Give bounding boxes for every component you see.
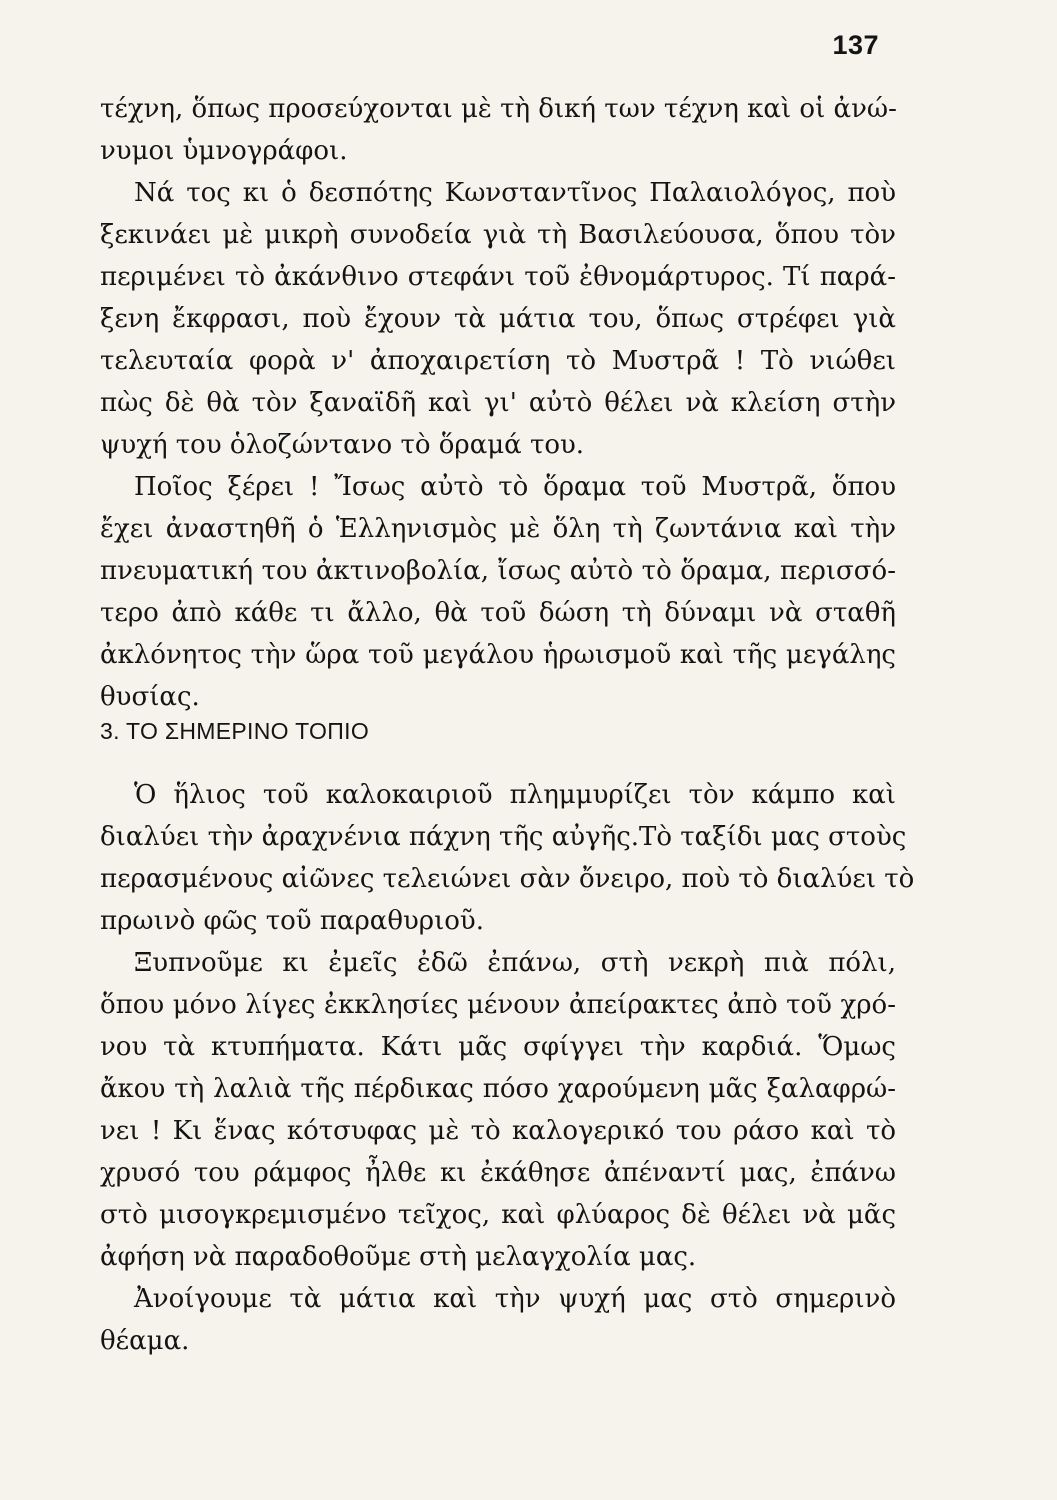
text-line: στὸ μισογκρεμισμένο τεῖχος, καὶ φλύαρος δὲ θέλει νὰ μᾶς — [100, 1200, 896, 1230]
text-line: Ξυπνοῦμε κι ἐμεῖς ἐδῶ ἐπάνω, στὴ νεκρὴ πιὰ πόλι, — [134, 948, 896, 978]
text-block-2 — [100, 774, 915, 1362]
text-line: ξενη ἔκφρασι, ποὺ ἔχουν τὰ μάτια του, ὅπως στρέφει γιὰ — [100, 304, 896, 334]
text-line: περιμένει τὸ ἀκάνθινο στεφάνι τοῦ ἐθνομάρτυρος. Τί παρά- — [100, 262, 896, 292]
text-line: Ὁ ἥλιος τοῦ καλοκαιριοῦ πλημμυρίζει τὸν κάμπο καὶ — [134, 780, 896, 810]
text-block-1 — [100, 88, 896, 718]
page-number: 137 — [832, 30, 879, 60]
text-line: νει ! Κι ἕνας κότσυφας μὲ τὸ καλογερικό του ράσο καὶ τὸ — [100, 1116, 896, 1146]
text-line: Ποῖος ξέρει ! Ἴσως αὐτὸ τὸ ὅραμα τοῦ Μυστρᾶ, ὅπου — [134, 472, 896, 502]
text-line: περασμένους αἰῶνες τελειώνει σὰν ὄνειρο, ποὺ τὸ διαλύει τὸ — [100, 864, 915, 894]
text-line: θέαμα. — [100, 1326, 190, 1356]
text-line: ἀκλόνητος τὴν ὥρα τοῦ μεγάλου ἡρωισμοῦ καὶ τῆς μεγάλης — [100, 640, 896, 670]
text-line: ξεκινάει μὲ μικρὴ συνοδεία γιὰ τὴ Βασιλεύουσα, ὅπου τὸν — [100, 220, 896, 250]
text-line: ὅπου μόνο λίγες ἐκκλησίες μένουν ἀπείρακτες ἀπὸ τοῦ χρό- — [100, 990, 896, 1020]
text-line: πνευματική του ἀκτινοβολία, ἴσως αὐτὸ τὸ ὅραμα, περισσό- — [100, 556, 896, 586]
text-line: νυμοι ὑμνογράφοι. — [100, 136, 348, 166]
text-line: νου τὰ κτυπήματα. Κάτι μᾶς σφίγγει τὴν καρδιά. Ὅμως — [100, 1032, 896, 1062]
text-line: τερο ἀπὸ κάθε τι ἄλλο, θὰ τοῦ δώση τὴ δύναμι νὰ σταθῆ — [100, 598, 896, 628]
text-line: τελευταία φορὰ ν' ἀποχαιρετίση τὸ Μυστρᾶ ! Τὸ νιώθει — [100, 346, 896, 376]
text-line: πὼς δὲ θὰ τὸν ξαναϊδῆ καὶ γι' αὐτὸ θέλει νὰ κλείση στὴν — [100, 388, 896, 418]
text-line: Ἀνοίγουμε τὰ μάτια καὶ τὴν ψυχή μας στὸ σημερινὸ — [134, 1284, 896, 1314]
text-line: θυσίας. — [100, 682, 200, 712]
text-line: ψυχή του ὁλοζώντανο τὸ ὅραμά του. — [100, 430, 585, 460]
text-line: ἄκου τὴ λαλιὰ τῆς πέρδικας πόσο χαρούμενη μᾶς ξαλαφρώ- — [100, 1074, 896, 1104]
text-line: χρυσό του ράμφος ἦλθε κι ἐκάθησε ἀπέναντί μας, ἐπάνω — [100, 1158, 896, 1188]
text-line: διαλύει τὴν ἀραχνένια πάχνη τῆς αὐγῆς.Τὸ ταξίδι μας στοὺς — [100, 822, 907, 852]
text-line: ἀφήση νὰ παραδοθοῦμε στὴ μελαγχολία μας. — [100, 1242, 697, 1272]
text-line: Νά τος κι ὁ δεσπότης Κωνσταντῖνος Παλαιολόγος, ποὺ — [134, 178, 896, 208]
text-line: ἔχει ἀναστηθῆ ὁ Ἑλληνισμὸς μὲ ὅλη τὴ ζωντάνια καὶ τὴν — [100, 514, 896, 544]
section-heading: 3. ΤΟ ΣΗΜΕΡΙΝΟ ΤΟΠΙΟ — [100, 718, 370, 744]
text-line: πρωινὸ φῶς τοῦ παραθυριοῦ. — [100, 906, 484, 936]
text-line: τέχνη, ὅπως προσεύχονται μὲ τὴ δική των τέχνη καὶ οἱ ἀνώ- — [100, 94, 897, 124]
